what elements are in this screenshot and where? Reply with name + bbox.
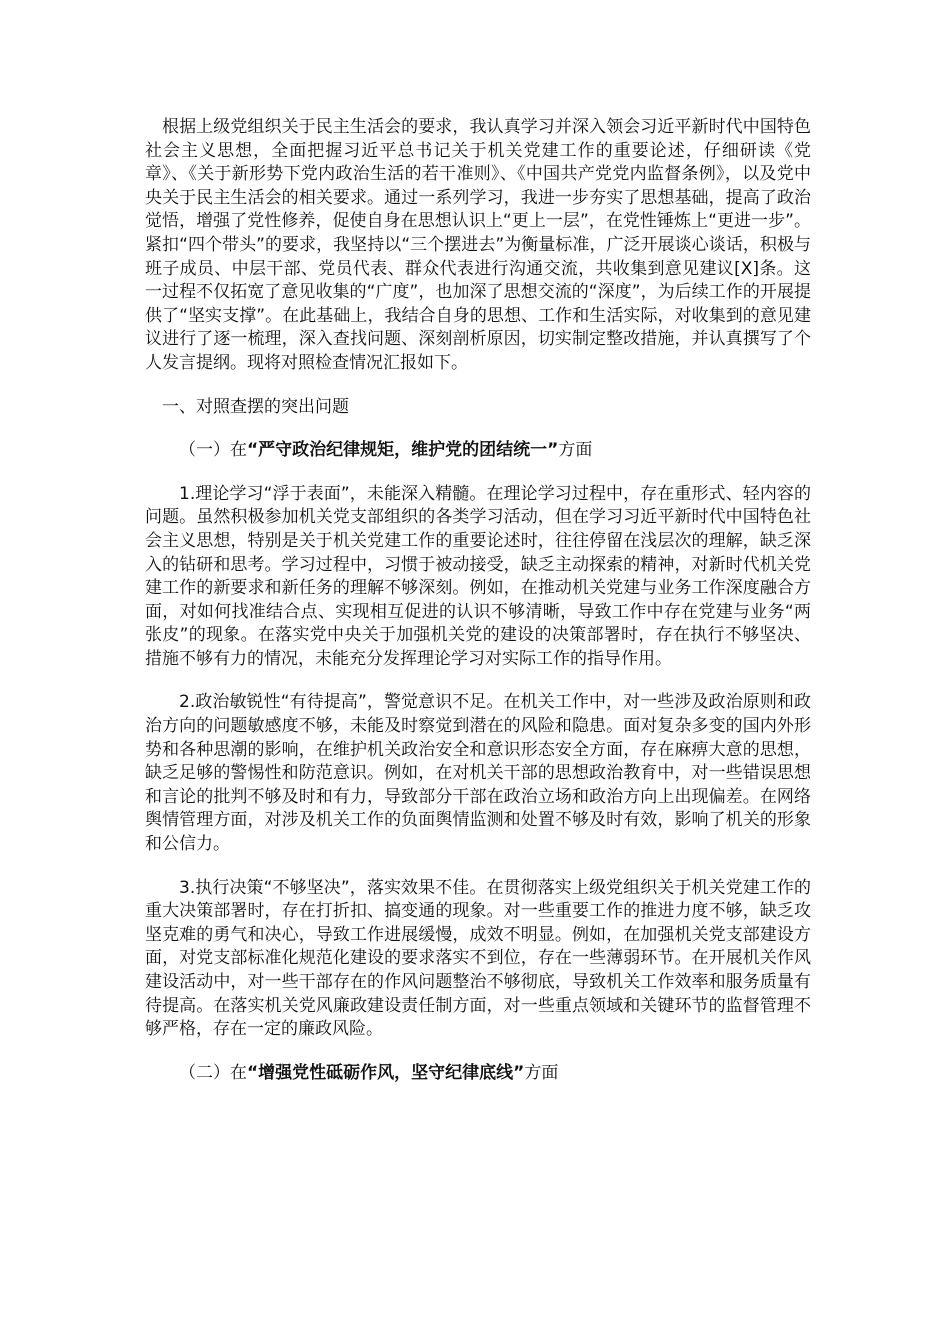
section-heading: 一、对照查摆的突出问题 [162,396,349,417]
subsection-heading-2 [145,1062,811,1086]
subsection-suffix: 方面 [524,1062,559,1083]
intro-paragraph: 根据上级党组织关于民主生活会的要求，我认真学习并深入领会习近平新时代中国特色社会主义思想，全面把握习近平总书记关于机关党建工作的重要论述，仔细研读《党章》、《关于新形势下党内政治生活的若干准则》、《中国共产党党内监督条例》，以及党中央关于民主生活会的相关要求。通过一系列学习，我进一步夯实了思想基础，提高了政治觉悟，增强了党性修养，促使自身在思想认识上“更上一层”，在党性锤炼上“更进一步”。紧扣“四个带头”的要求，我坚持以“三个摆进去”为衡量标准，广泛开展谈心谈话，积极与班子成员、中层干部、党员代表、群众代表进行沟通交流，共收集到意见建议[X]条。这一过程不仅拓宽了意见收集的“广度”，也加深了思想交流的“深度”，为后续工作的开展提供了“坚实支撑”。在此基础上，我结合自身的思想、工作和生活实际，对收集到的意见建议进行了逐一梳理，深入查找问题、深刻剖析原因，切实制定整改措施，并认真撰写了个人发言提纲。现将对照检查情况汇报如下。 [145,117,811,373]
body-paragraph-1: 1.理论学习“浮于表面”，未能深入精髓。在理论学习过程中，存在重形式、轻内容的问题。虽然积极参加机关党支部组织的各类学习活动，但在学习习近平新时代中国特色社会主义思想，特别是关于机关党建工作的重要论述时，往往停留在浅层次的理解，缺乏深入的钻研和思考。学习过程中，习惯于被动接受，缺乏主动探索的精神，对新时代机关党建工作的新要求和新任务的理解不够深刻。例如，在推动机关党建与业务工作深度融合方面，对如何找准结合点、实现相互促进的认识不够清晰，导致工作中存在党建与业务“两张皮”的现象。在落实党中央关于加强机关党的建设的决策部署时，存在执行不够坚决、措施不够有力的情况，未能充分发挥理论学习对实际工作的指导作用。 [145,483,811,669]
document-page [145,116,811,1085]
subsection-heading-1 [145,439,811,463]
subsection-quoted-title: “增强党性砥砺作风，坚守纪律底线” [247,1062,525,1083]
body-paragraph-2: 2.政治敏锐性“有待提高”，警觉意识不足。在机关工作中，对一些涉及政治原则和政治方向的问题敏感度不够，未能及时察觉到潜在的风险和隐患。面对复杂多变的国内外形势和各种思潮的影响，在维护机关政治安全和意识形态安全方面，存在麻痹大意的思想，缺乏足够的警惕性和防范意识。例如，在对机关干部的思想政治教育中，对一些错误思想和言论的批判不够及时和有力，导致部分干部在政治立场和政治方向上出现偏差。在网络舆情管理方面，对涉及机关工作的负面舆情监测和处置不够及时有效，影响了机关的形象和公信力。 [145,692,811,855]
subsection-suffix: 方面 [558,440,593,461]
body-paragraph-3: 3.执行决策“不够坚决”，落实效果不佳。在贯彻落实上级党组织关于机关党建工作的重大决策部署时，存在打折扣、搞变通的现象。对一些重要工作的推进力度不够，缺乏攻坚克难的勇气和决心，导致工作进展缓慢，成效不明显。例如，在加强机关党支部建设方面，对党支部标准化规范化建设的要求落实不到位，存在一些薄弱环节。在开展机关作风建设活动中，对一些干部存在的作风问题整治不够彻底，导致机关工作效率和服务质量有待提高。在落实机关党风廉政建设责任制方面，对一些重点领域和关键环节的监督管理不够严格，存在一定的廉政风险。 [145,877,811,1040]
subsection-quoted-title: “严守政治纪律规矩，维护党的团结统一” [247,440,559,461]
subsection-prefix: （二）在 [179,1062,247,1083]
subsection-prefix: （一）在 [179,440,247,461]
